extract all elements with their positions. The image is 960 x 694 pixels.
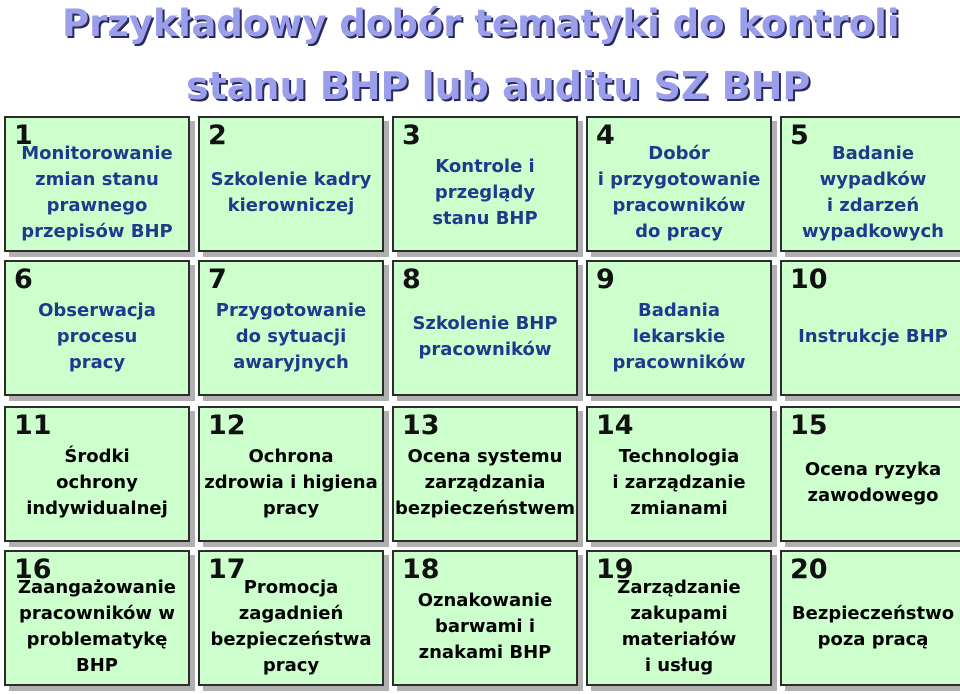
topic-card-18	[392, 550, 578, 686]
topic-label: Oznakowanie barwami i znakami BHP	[417, 590, 553, 663]
topic-card-7	[198, 260, 384, 396]
topic-number: 16	[14, 554, 52, 585]
topic-number: 19	[596, 554, 634, 585]
topic-label: Badania lekarskie pracowników	[612, 300, 746, 373]
topic-card-19	[586, 550, 772, 686]
topic-number: 2	[208, 120, 227, 151]
topic-label: Środki ochrony indywidualnej	[26, 446, 168, 519]
topic-label: Ocena ryzyka zawodowego	[804, 459, 942, 506]
topic-label: Kontrole i przeglądy stanu BHP	[432, 156, 538, 229]
topic-label: Ochrona zdrowia i higiena pracy	[204, 446, 378, 519]
topic-card-17	[198, 550, 384, 686]
topic-card-3	[392, 116, 578, 252]
topic-card-15	[780, 406, 960, 542]
topic-label: Przygotowanie do sytuacji awaryjnych	[215, 300, 367, 373]
topic-card-4	[586, 116, 772, 252]
topic-card-9	[586, 260, 772, 396]
topic-label: Ocena systemu zarządzania bezpieczeństwem	[395, 446, 575, 519]
topic-number: 10	[790, 264, 828, 295]
topic-card-16	[4, 550, 190, 686]
topic-label: Technologia i zarządzanie zmianami	[612, 446, 746, 519]
topic-number: 1	[14, 120, 33, 151]
topic-card-11	[4, 406, 190, 542]
topic-number: 7	[208, 264, 227, 295]
topic-label: Szkolenie BHP pracowników	[412, 313, 558, 360]
topic-label: Szkolenie kadry kierowniczej	[210, 169, 372, 216]
topic-card-2	[198, 116, 384, 252]
page-title-line-1: Przykładowy dobór tematyki do kontroli	[62, 2, 900, 45]
topic-number: 8	[402, 264, 421, 295]
topic-number: 15	[790, 410, 828, 441]
topic-card-6	[4, 260, 190, 396]
topic-number: 12	[208, 410, 246, 441]
topic-label: Promocja zagadnień bezpieczeństwa pracy	[210, 577, 372, 676]
topic-number: 20	[790, 554, 828, 585]
topic-number: 9	[596, 264, 615, 295]
topic-card-8	[392, 260, 578, 396]
topic-label: Monitorowanie zmian stanu prawnego przepisów BHP	[21, 143, 173, 242]
topic-label: Dobór i przygotowanie pracowników do pracy	[597, 143, 761, 242]
page-title-line-2: stanu BHP lub auditu SZ BHP	[186, 64, 811, 108]
topic-label: Zarządzanie zakupami materiałów i usług	[617, 577, 741, 676]
topic-number: 18	[402, 554, 440, 585]
topic-number: 13	[402, 410, 440, 441]
topic-label: Bezpieczeństwo poza pracą	[791, 603, 955, 650]
topic-number: 17	[208, 554, 246, 585]
topic-label: Zaangażowanie pracowników w problematykę BHP	[17, 577, 176, 676]
topic-label: Badanie wypadków i zdarzeń wypadkowych	[802, 143, 944, 242]
topic-label: Obserwacja procesu pracy	[38, 300, 156, 373]
topic-card-14	[586, 406, 772, 542]
topic-number: 14	[596, 410, 634, 441]
topic-card-20	[780, 550, 960, 686]
topic-card-13	[392, 406, 578, 542]
topic-number: 5	[790, 120, 809, 151]
topic-card-10	[780, 260, 960, 396]
topic-card-1	[4, 116, 190, 252]
topic-number: 4	[596, 120, 615, 151]
topic-card-5	[780, 116, 960, 252]
topic-number: 11	[14, 410, 52, 441]
topic-label: Instrukcje BHP	[798, 326, 948, 347]
topic-card-12	[198, 406, 384, 542]
topic-number: 6	[14, 264, 33, 295]
topic-number: 3	[402, 120, 421, 151]
